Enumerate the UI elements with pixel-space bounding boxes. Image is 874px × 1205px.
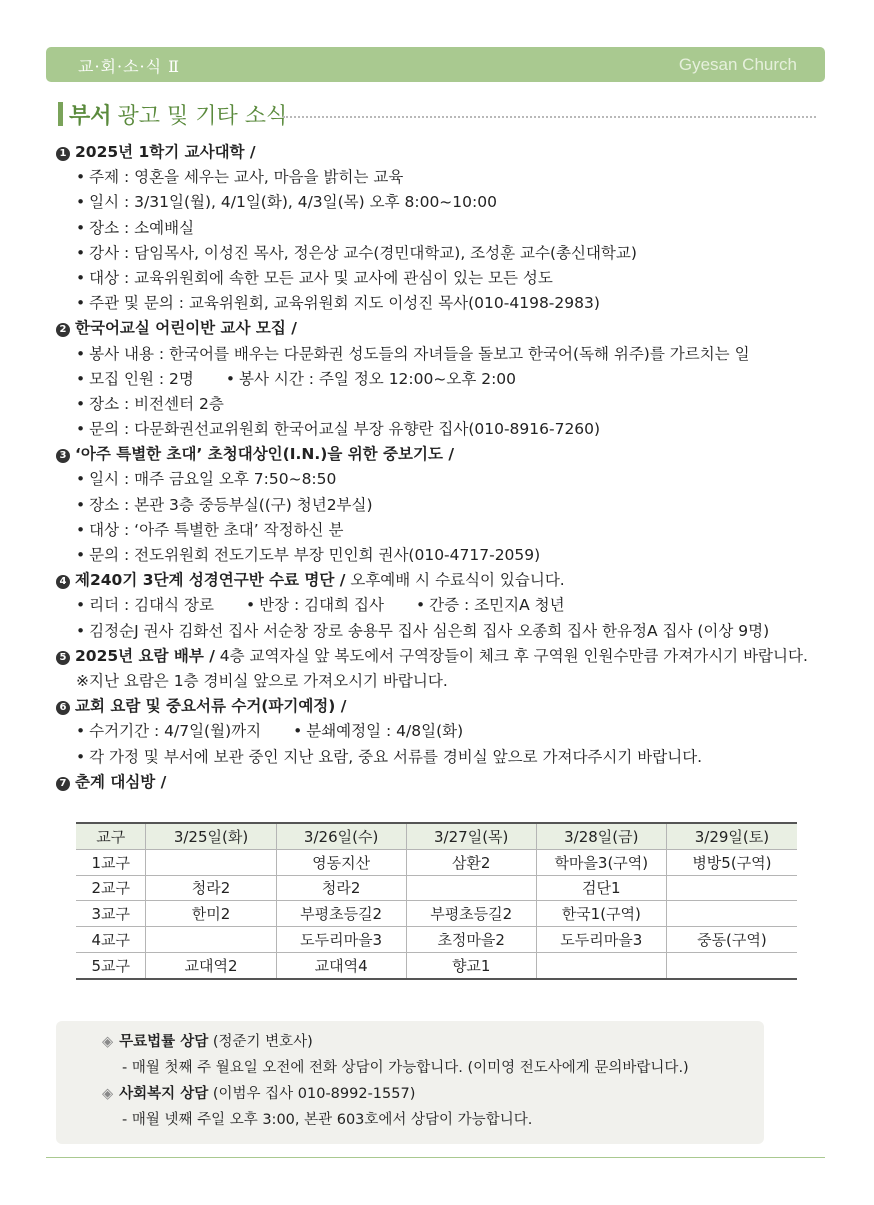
notice-heading bbox=[56, 694, 836, 719]
header-section-label: 교·회·소·식 Ⅱ bbox=[78, 57, 181, 76]
notice-title-tail: 오후예배 시 수료식이 있습니다. bbox=[345, 571, 565, 590]
notice-title: 한국어교실 어린이반 교사 모집 / bbox=[75, 319, 297, 338]
table-cell bbox=[666, 901, 797, 927]
notice-heading bbox=[56, 316, 836, 341]
table-cell: 검단1 bbox=[536, 875, 666, 901]
notice-list bbox=[56, 140, 836, 795]
visit-schedule-table bbox=[76, 822, 797, 980]
welfare-consult-desc: - 매월 넷째 주일 오후 3:00, 본관 603호에서 상담이 가능합니다. bbox=[122, 1112, 533, 1128]
table-cell: 부평초등길2 bbox=[276, 901, 406, 927]
column-header: 3/29일(토) bbox=[666, 823, 797, 849]
diamond-icon: ◈ bbox=[102, 1034, 114, 1050]
table-cell: 초정마을2 bbox=[406, 927, 536, 953]
table-cell bbox=[406, 875, 536, 901]
table-cell: 2교구 bbox=[76, 875, 146, 901]
column-header: 교구 bbox=[76, 823, 146, 849]
notice-heading bbox=[56, 644, 836, 669]
section-title bbox=[58, 101, 287, 127]
table-cell: 학마을3(구역) bbox=[536, 849, 666, 875]
section-title-accent: 부서 bbox=[69, 103, 112, 129]
table-cell: 교대역4 bbox=[276, 952, 406, 978]
number-badge: 7 bbox=[56, 777, 70, 791]
number-badge: 1 bbox=[56, 147, 70, 161]
table-cell: 5교구 bbox=[76, 952, 146, 978]
table-header-row bbox=[76, 823, 797, 849]
footer-divider bbox=[46, 1157, 825, 1158]
table-cell: 향교1 bbox=[406, 952, 536, 978]
table-cell: 4교구 bbox=[76, 927, 146, 953]
notice-note: ※지난 요람은 1층 경비실 앞으로 가져오시기 바랍니다. bbox=[76, 671, 448, 690]
notice-title: 교회 요람 및 중요서류 수거(파기예정) / bbox=[75, 697, 347, 716]
notice-line: • 리더 : 김대식 장로 • 반장 : 김대희 집사 • 간증 : 조민지A 청년 bbox=[76, 596, 565, 615]
table-row bbox=[76, 927, 797, 953]
notice-title: 춘계 대심방 / bbox=[75, 772, 167, 791]
notice-title: 제240기 3단계 성경연구반 수료 명단 / bbox=[75, 571, 346, 590]
table-cell bbox=[666, 875, 797, 901]
column-header: 3/28일(금) bbox=[536, 823, 666, 849]
table-row bbox=[76, 875, 797, 901]
notice-title-tail: 4층 교역자실 앞 복도에서 구역장들이 체크 후 구역원 인원수만큼 가져가시기 바랍니다. bbox=[214, 646, 808, 665]
title-bar-marker bbox=[58, 102, 63, 126]
notice-line: • 수거기간 : 4/7일(월)까지 • 분쇄예정일 : 4/8일(화) bbox=[76, 722, 464, 741]
consultation-info-box bbox=[56, 1021, 764, 1144]
table-row bbox=[76, 849, 797, 875]
table-cell bbox=[146, 927, 276, 953]
table-cell: 한국1(구역) bbox=[536, 901, 666, 927]
table-cell: 청라2 bbox=[146, 875, 276, 901]
notice-line: • 일시 : 3/31일(월), 4/1일(화), 4/3일(목) 오후 8:00~10:00 bbox=[76, 193, 497, 212]
table-cell: 청라2 bbox=[276, 875, 406, 901]
notice-title: 2025년 요람 배부 / bbox=[75, 646, 215, 665]
notice-line: • 문의 : 전도위원회 전도기도부 부장 민인희 권사(010-4717-2059) bbox=[76, 546, 541, 564]
table-cell: 삼환2 bbox=[406, 849, 536, 875]
notice-line: • 대상 : 교육위원회에 속한 모든 교사 및 교사에 관심이 있는 모든 성도 bbox=[76, 268, 553, 287]
table-cell: 병방5(구역) bbox=[666, 849, 797, 875]
legal-consult-desc: - 매월 첫째 주 월요일 오전에 전화 상담이 가능합니다. (이미영 전도사에게 문의바랍니다.) bbox=[122, 1060, 689, 1076]
legal-consult-heading: ◈ 무료법률 상담 (정준기 변호사) bbox=[102, 1034, 313, 1050]
table-cell: 1교구 bbox=[76, 849, 146, 875]
table-cell bbox=[536, 952, 666, 978]
header-church-name: Gyesan Church bbox=[678, 55, 797, 74]
table-cell: 중동(구역) bbox=[666, 927, 797, 953]
notice-line: • 장소 : 본관 3층 중등부실((구) 청년2부실) bbox=[76, 495, 373, 514]
notice-line: • 문의 : 다문화권선교위원회 한국어교실 부장 유향란 집사(010-8916-7260) bbox=[76, 420, 601, 439]
notice-line: • 봉사 내용 : 한국어를 배우는 다문화권 성도들의 자녀들을 돌보고 한국어(독해 위주)를 가르치는 일 bbox=[76, 344, 750, 363]
number-badge: 6 bbox=[56, 701, 70, 715]
table-cell: 영동지산 bbox=[276, 849, 406, 875]
number-badge: 3 bbox=[56, 449, 70, 463]
notice-heading bbox=[56, 770, 836, 795]
notice-line: • 주제 : 영혼을 세우는 교사, 마음을 밝히는 교육 bbox=[76, 168, 404, 187]
table-cell: 교대역2 bbox=[146, 952, 276, 978]
diamond-icon: ◈ bbox=[102, 1086, 114, 1102]
notice-heading bbox=[56, 442, 836, 467]
notice-line: • 각 가정 및 부서에 보관 중인 지난 요람, 중요 서류를 경비실 앞으로 가져다주시기 바랍니다. bbox=[76, 747, 703, 766]
notice-line: • 장소 : 소예배실 bbox=[76, 218, 195, 237]
notice-line: • 김정순J 권사 김화선 집사 서순창 장로 송용무 집사 심은희 집사 오종희 집사 한유정A 집사 (이상 9명) bbox=[76, 621, 770, 640]
notice-line: • 장소 : 비전센터 2층 bbox=[76, 394, 224, 413]
number-badge: 5 bbox=[56, 651, 70, 665]
welfare-consult-heading: ◈ 사회복지 상담 (이범우 집사 010-8992-1557) bbox=[102, 1086, 416, 1102]
notice-line: • 강사 : 담임목사, 이성진 목사, 정은상 교수(경민대학교), 조성훈 교수(총신대학교) bbox=[76, 243, 637, 262]
column-header: 3/27일(목) bbox=[406, 823, 536, 849]
number-badge: 2 bbox=[56, 323, 70, 337]
table-row bbox=[76, 952, 797, 978]
notice-heading bbox=[56, 568, 836, 593]
table-cell: 도두리마을3 bbox=[276, 927, 406, 953]
table-cell bbox=[666, 952, 797, 978]
table-cell: 3교구 bbox=[76, 901, 146, 927]
page-header-bar bbox=[46, 47, 825, 82]
notice-line: • 모집 인원 : 2명 • 봉사 시간 : 주일 정오 12:00~오후 2:00 bbox=[76, 369, 517, 388]
table-cell bbox=[146, 849, 276, 875]
table-cell: 부평초등길2 bbox=[406, 901, 536, 927]
notice-title: 2025년 1학기 교사대학 / bbox=[75, 143, 256, 161]
column-header: 3/25일(화) bbox=[146, 823, 276, 849]
number-badge: 4 bbox=[56, 575, 70, 589]
title-dotted-rule bbox=[283, 116, 816, 118]
notice-title: ‘아주 특별한 초대’ 초청대상인(I.N.)을 위한 중보기도 / bbox=[75, 445, 454, 464]
notice-line: • 일시 : 매주 금요일 오후 7:50~8:50 bbox=[76, 470, 337, 489]
column-header: 3/26일(수) bbox=[276, 823, 406, 849]
notice-line: • 대상 : ‘아주 특별한 초대’ 작정하신 분 bbox=[76, 520, 344, 539]
table-row bbox=[76, 901, 797, 927]
table-cell: 한미2 bbox=[146, 901, 276, 927]
notice-heading bbox=[56, 140, 836, 165]
notice-line: • 주관 및 문의 : 교육위원회, 교육위원회 지도 이성진 목사(010-4198-2983) bbox=[76, 294, 600, 313]
section-title-rest: 광고 및 기타 소식 bbox=[117, 103, 288, 129]
table-cell: 도두리마을3 bbox=[536, 927, 666, 953]
